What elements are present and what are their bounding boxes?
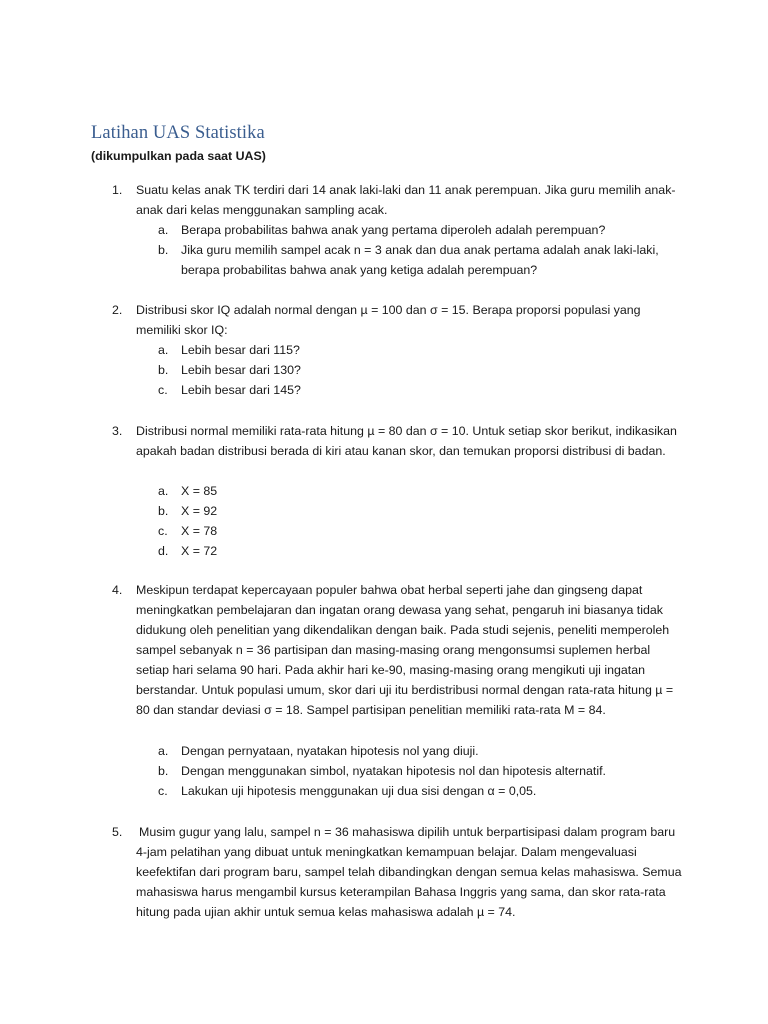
item-text: Lakukan uji hipotesis menggunakan uji dua sisi dengan α = 0,05. — [181, 784, 537, 798]
question-number: 3. — [112, 424, 123, 438]
item-label: a. — [158, 744, 169, 758]
item-text: X = 85 — [181, 484, 218, 498]
item-text: X = 72 — [181, 544, 218, 558]
item-text: Lebih besar dari 115? — [181, 343, 300, 357]
item-label: b. — [158, 504, 169, 518]
item-label: a. — [158, 223, 169, 237]
item-text: X = 92 — [181, 504, 218, 518]
item-label: c. — [158, 383, 168, 397]
question-number: 5. — [112, 825, 123, 839]
document-title: Latihan UAS Statistika — [91, 123, 265, 143]
item-text: Lebih besar dari 145? — [181, 383, 301, 397]
question-number: 2. — [112, 303, 123, 317]
question-text: Meskipun terdapat kepercayaan populer bahwa obat herbal seperti jahe dan gingseng dapat meningkatkan pembelajaran dan ingatan orang dewasa yang sehat, pengaruh ini biasanya tidak didukung oleh penelitian yang dikendalikan dengan baik. Pada studi sejenis, peneliti memperoleh sampel sebanyak n = 36 partisipan dan masing-masing orang mengonsumsi suplemen herbal setiap hari selama 90 hari. Pada akhir hari ke-90, masing-masing orang mengikuti uji ingatan berstandar. Untuk populasi umum, skor dari uji itu berdistribusi normal dengan rata-rata hitung µ = 80 dan standar deviasi σ = 18. Sampel partisipan penelitian memiliki rata-rata M = 84. — [136, 583, 674, 717]
item-label: a. — [158, 484, 169, 498]
question-text: Distribusi normal memiliki rata-rata hitung µ = 80 dan σ = 10. Untuk setiap skor berikut, indikasikan apakah badan distribusi berada di kiri atau kanan skor, dan temukan proporsi distribusi di badan. — [136, 424, 677, 458]
question-text: Musim gugur yang lalu, sampel n = 36 mahasiswa dipilih untuk berpartisipasi dalam program baru 4-jam pelatihan yang dibuat untuk meningkatkan kemampuan belajar. Dalam mengevaluasi keefektifan dari program baru, sampel telah dibandingkan dengan semua kelas mahasiswa. Semua mahasiswa harus mengambil kursus keterampilan Bahasa Inggris yang sama, dan skor rata-rata hitung pada ujian akhir untuk semua kelas mahasiswa adalah µ = 74. — [136, 825, 682, 919]
item-text: Dengan pernyataan, nyatakan hipotesis nol yang diuji. — [181, 744, 479, 758]
item-label: b. — [158, 363, 169, 377]
document-subtitle: (dikumpulkan pada saat UAS) — [91, 149, 266, 163]
question-text: Suatu kelas anak TK terdiri dari 14 anak laki-laki dan 11 anak perempuan. Jika guru memilih anak-anak dari kelas menggunakan sampling acak. — [136, 183, 676, 217]
question-number: 1. — [112, 183, 123, 197]
item-label: d. — [158, 544, 169, 558]
item-text: Berapa probabilitas bahwa anak yang pertama diperoleh adalah perempuan? — [181, 223, 606, 237]
question-number: 4. — [112, 583, 123, 597]
item-label: c. — [158, 524, 168, 538]
question-text: Distribusi skor IQ adalah normal dengan µ = 100 dan σ = 15. Berapa proporsi populasi yang memiliki skor IQ: — [136, 303, 641, 337]
item-label: b. — [158, 243, 169, 257]
item-text: X = 78 — [181, 524, 218, 538]
item-label: a. — [158, 343, 169, 357]
item-text: Jika guru memilih sampel acak n = 3 anak dan dua anak pertama adalah anak laki-laki, berapa probabilitas bahwa anak yang ketiga adalah perempuan? — [181, 243, 659, 277]
item-label: c. — [158, 784, 168, 798]
item-text: Dengan menggunakan simbol, nyatakan hipotesis nol dan hipotesis alternatif. — [181, 764, 606, 778]
item-label: b. — [158, 764, 169, 778]
item-text: Lebih besar dari 130? — [181, 363, 301, 377]
